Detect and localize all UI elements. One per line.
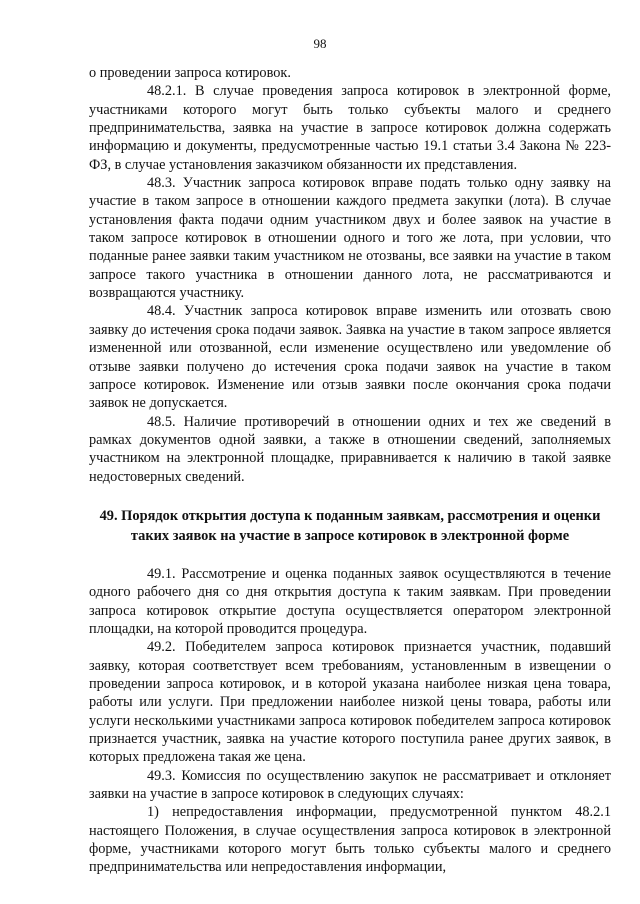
page-number: 98 [313, 36, 327, 51]
paragraph-49-3: 49.3. Комиссия по осуществлению закупок не рассматривает и отклоняет заявки на участие в запросе котировок в следующих случаях: [89, 767, 611, 803]
paragraph-48-3: 48.3. Участник запроса котировок вправе подать только одну заявку на участие в таком запросе в отношении каждого предмета закупки (лота). В случае установления факта подачи одним участником двух и более заявок на участие в таком запросе котировок в отношении одного и того же лота, при условии, что поданные ранее заявки таким участником не отозваны, все заявки на участие в таком запросе такого участника в отношении данного лота, не рассматриваются и возвращаются участнику. [89, 175, 611, 302]
paragraph-49-1: 49.1. Рассмотрение и оценка поданных заявок осуществляются в течение одного рабочего дня со дня открытия доступа к таким заявкам. При проведении запроса котировок открытие доступа осуществляется оператором электронной площадки, на которой проводится процедура. [89, 565, 611, 637]
paragraph-48-2-1: 48.2.1. В случае проведения запроса котировок в электронной форме, участниками которого могут быть только субъекты малого и среднего предпринимательства, заявка на участие в запросе котировок должна содержать информацию и документы, предусмотренные частью 19.1 статьи 3.4 Закона № 223-ФЗ, в случае установления заказчиком обязанности их представления. [89, 83, 611, 173]
paragraph-continuation: о проведении запроса котировок. [89, 65, 291, 81]
paragraph-48-4: 48.4. Участник запроса котировок вправе изменить или отозвать свою заявку до истечения срока подачи заявок. Заявка на участие в таком запросе является измененной или отозванной, если изменение осуществлено или уведомление об отзыве заявки получено до истечения срока подачи заявок на участие в таком запросе котировок. Изменение или отзыв заявки после окончания срока подачи заявок не допускается. [89, 303, 611, 412]
paragraph-48-5: 48.5. Наличие противоречий в отношении одних и тех же сведений в рамках документов одной заявки, а также в отношении сведений, заполняемых участником на электронной площадке, приравнивается к наличию в такой заявке недостоверных сведений. [89, 413, 611, 485]
paragraph-49-3-item-1: 1) непредоставления информации, предусмотренной пунктом 48.2.1 настоящего Положения, в случае осуществления запроса котировок в электронной форме, участниками которого могут быть только субъекты малого и среднего предпринимательства или непредоставления информации, [89, 804, 611, 876]
paragraph-49-2: 49.2. Победителем запроса котировок признается участник, подавший заявку, которая соответствует всем требованиям, установленным в извещении о проведении запроса котировок, и в которой указана наиболее низкая цена товара, работы или услуги. При предложении наиболее низкой цены товара, работы или услуги несколькими участниками запроса котировок победителем запроса котировок признается участник, заявка на участие которого поступила ранее других заявок, в которых предложена такая же цена. [89, 639, 611, 766]
document-body [89, 64, 611, 877]
section-heading-49: 49. Порядок открытия доступа к поданным заявкам, рассмотрения и оценки таких заявок на участие в запросе котировок в электронной форме [99, 507, 601, 544]
